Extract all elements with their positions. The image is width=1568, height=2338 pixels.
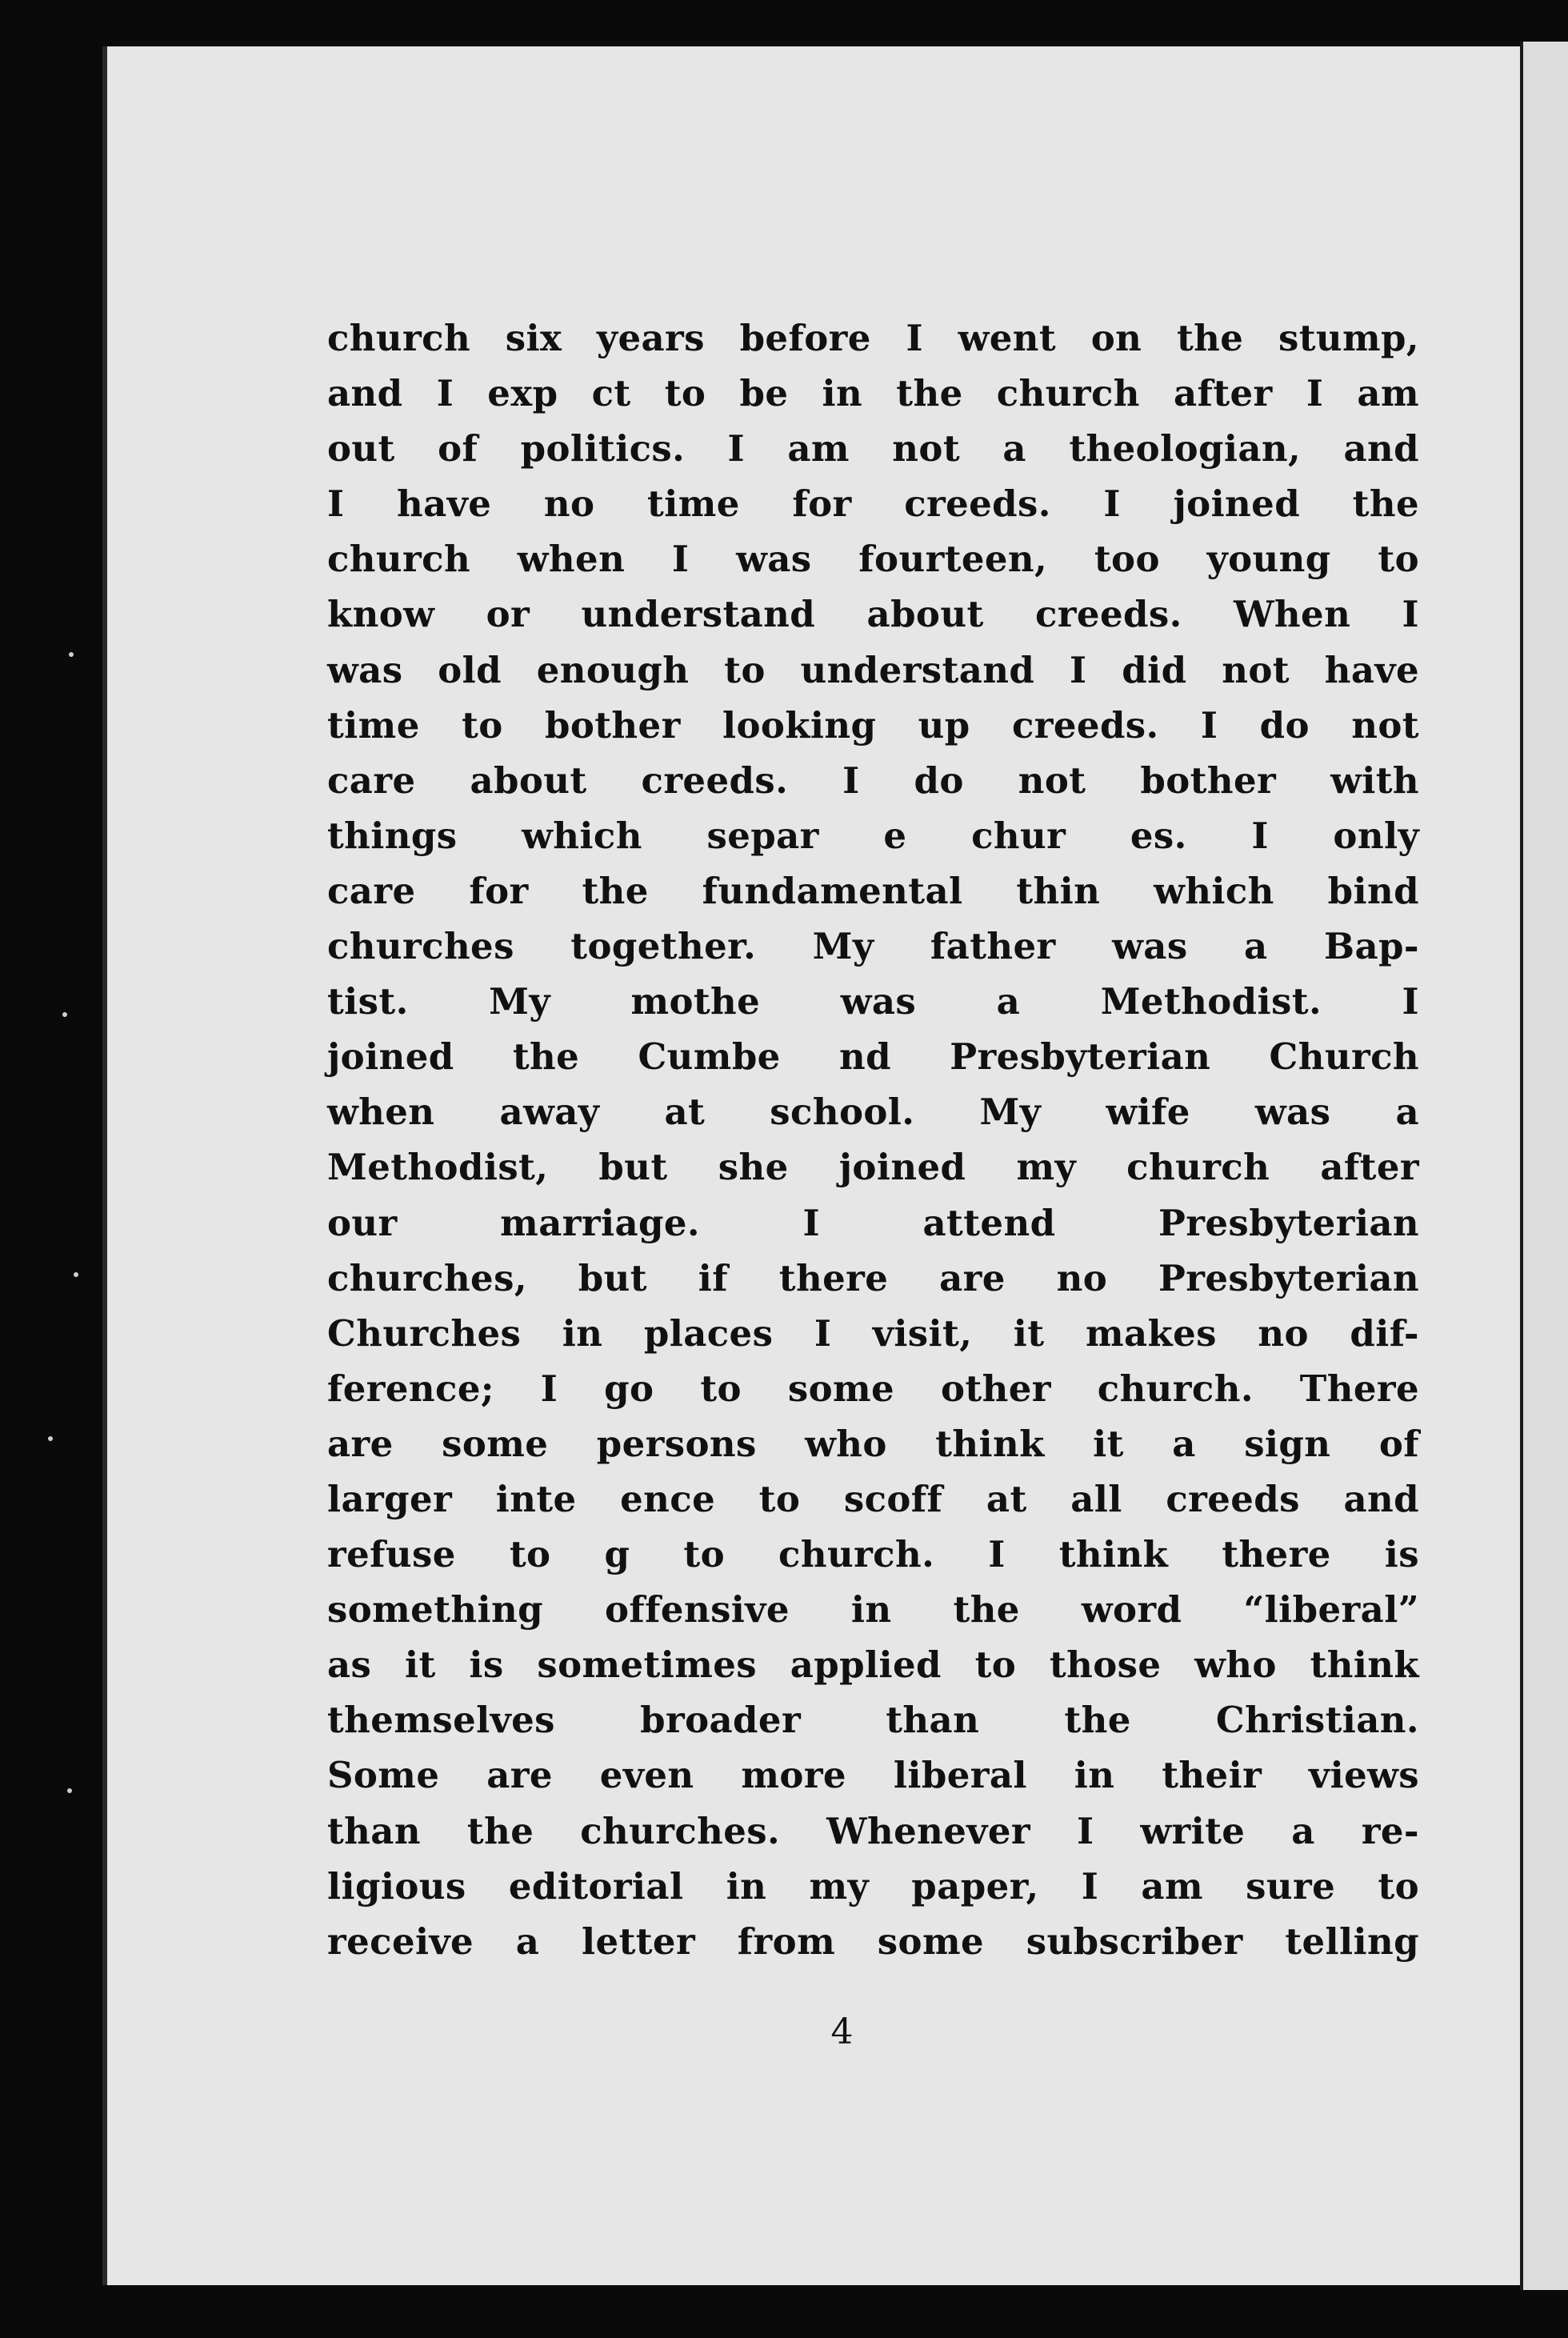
text-line-27: Some are even more liberal in their views	[327, 1754, 1419, 1797]
text-line-4: I have no time for creeds. I joined the	[327, 482, 1419, 526]
text-line-8: time to bother looking up creeds. I do not	[327, 703, 1419, 747]
text-line-21: are some persons who think it a sign of	[327, 1422, 1419, 1465]
text-line-28: than the churches. Whenever I write a re-	[327, 1809, 1419, 1852]
scan-speck	[69, 652, 74, 657]
adjacent-page-edge	[1520, 42, 1568, 2290]
text-line-1: church six years before I went on the stump,	[327, 317, 1419, 359]
scan-speck	[48, 1436, 53, 1441]
text-line-26: themselves broader than the Christian.	[327, 1699, 1419, 1742]
text-line-29: ligious editorial in my paper, I am sure to	[327, 1864, 1419, 1908]
scan-speck	[62, 1012, 67, 1017]
scan-speck	[67, 1788, 72, 1793]
scan-speck	[74, 1272, 78, 1277]
body-text	[327, 310, 1419, 1969]
text-line-15: when away at school. My wife was a	[327, 1091, 1419, 1134]
text-line-12: churches together. My father was a Bap-	[327, 925, 1419, 968]
text-line-5: church when I was fourteen, too young to	[327, 538, 1419, 581]
text-line-13: tist. My mothe was a Methodist. I	[327, 980, 1419, 1023]
text-line-24: something offensive in the word “liberal”	[327, 1588, 1419, 1631]
book-page	[102, 46, 1530, 2285]
page-number: 4	[830, 2012, 854, 2052]
text-line-18: churches, but if there are no Presbyterian	[327, 1256, 1419, 1299]
text-line-19: Churches in places I visit, it makes no dif-	[327, 1311, 1419, 1355]
text-line-11: care for the fundamental thin which bind	[327, 869, 1419, 912]
text-line-2: and I exp ct to be in the church after I am	[327, 372, 1419, 415]
text-line-20: ference; I go to some other church. There	[327, 1367, 1419, 1410]
text-line-14: joined the Cumbe nd Presbyterian Church	[327, 1035, 1419, 1079]
text-line-30: receive a letter from some subscriber telling	[327, 1920, 1419, 1963]
text-line-23: refuse to g to church. I think there is	[327, 1533, 1419, 1576]
text-line-10: things which separ e chur es. I only	[327, 814, 1419, 857]
text-line-7: was old enough to understand I did not have	[327, 648, 1419, 691]
text-line-16: Methodist, but she joined my church after	[327, 1146, 1419, 1189]
text-line-25: as it is sometimes applied to those who think	[327, 1643, 1419, 1687]
text-line-17: our marriage. I attend Presbyterian	[327, 1201, 1419, 1244]
text-line-6: know or understand about creeds. When I	[327, 593, 1419, 636]
text-line-9: care about creeds. I do not bother with	[327, 759, 1419, 802]
text-line-22: larger inte ence to scoff at all creeds and	[327, 1477, 1419, 1520]
text-line-3: out of politics. I am not a theologian, and	[327, 427, 1419, 470]
